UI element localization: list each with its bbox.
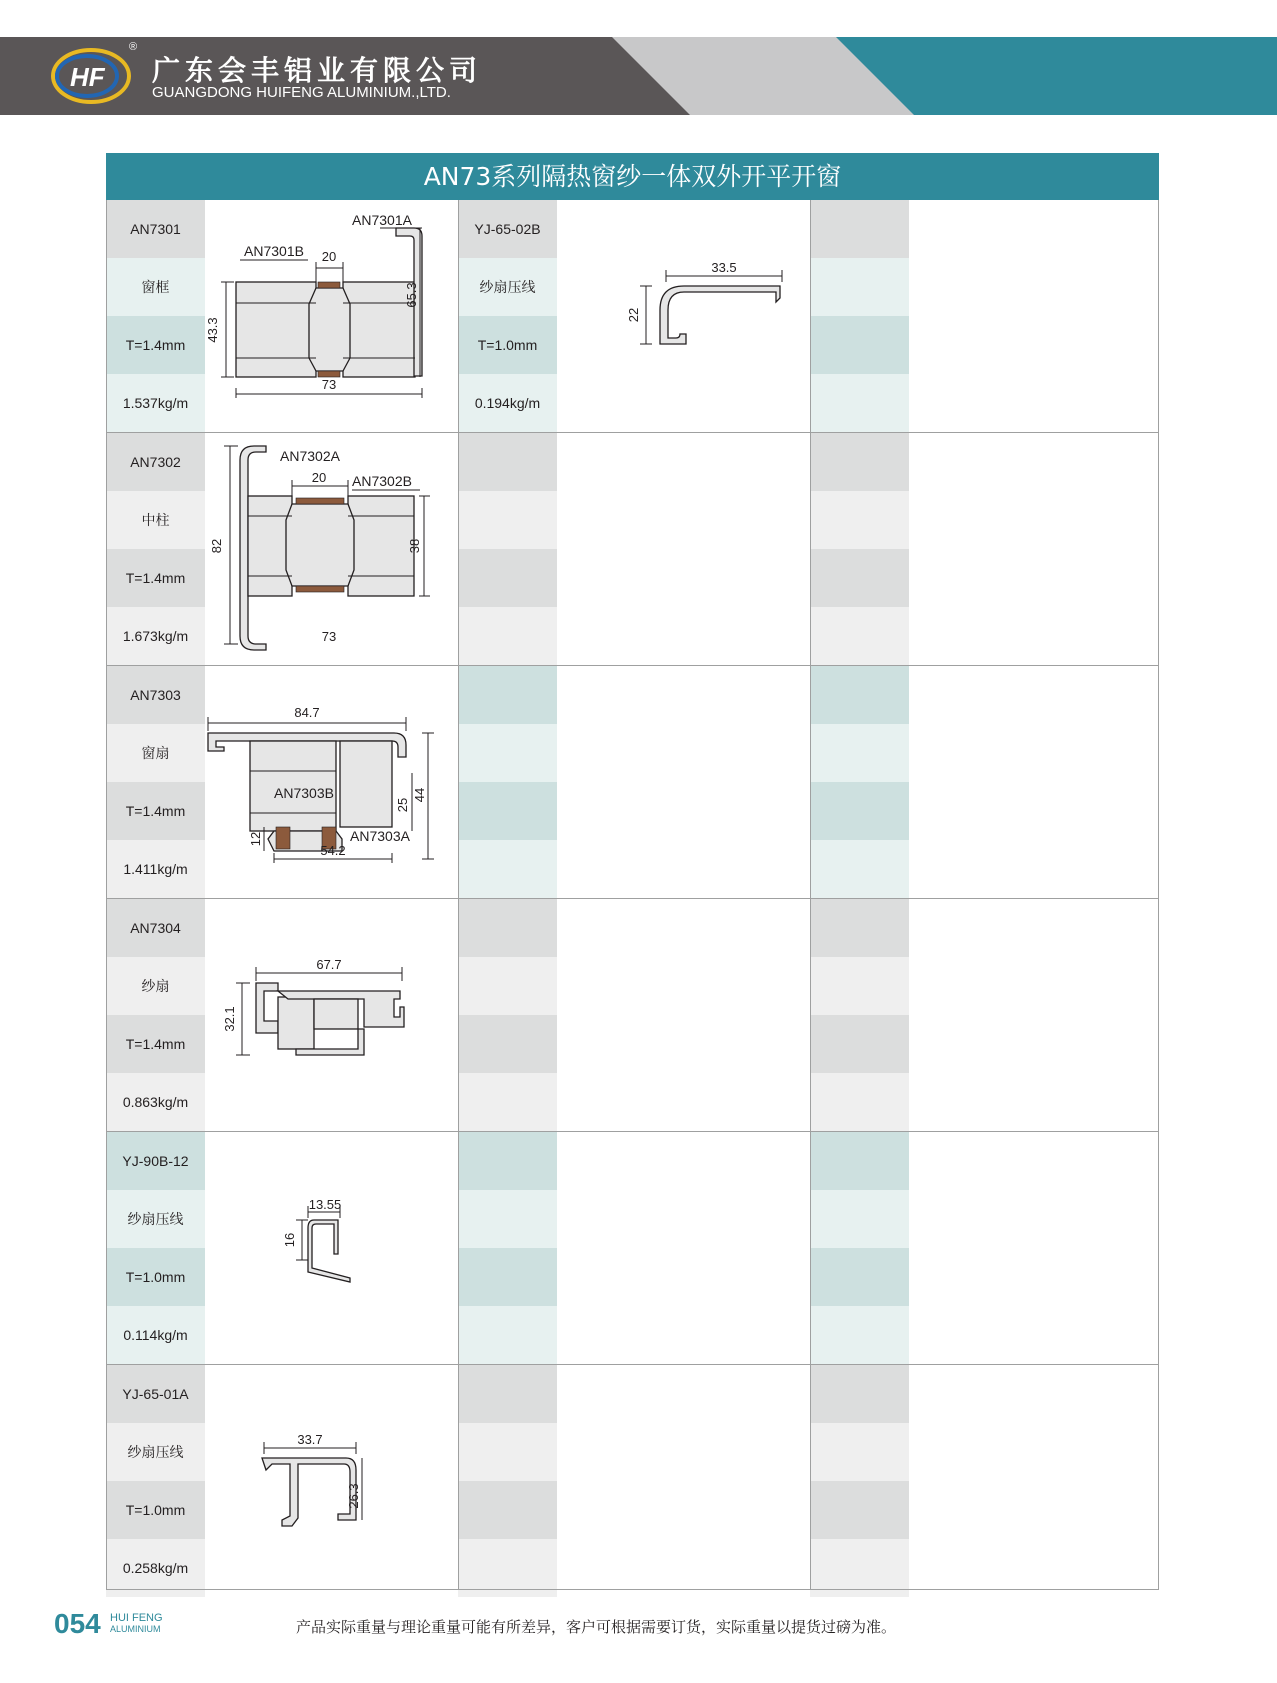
dimension: 13.55	[308, 1197, 342, 1212]
empty-cell	[458, 666, 557, 724]
empty-cell	[810, 1132, 909, 1190]
dimension: 54.2	[320, 843, 346, 858]
empty-cell	[810, 957, 909, 1015]
product-weight: 0.258kg/m	[106, 1539, 205, 1597]
empty-cell	[458, 607, 557, 665]
profile-drawing-YJ-90B-12	[278, 1198, 398, 1308]
empty-cell	[810, 666, 909, 724]
svg-text:HF: HF	[70, 62, 105, 92]
empty-cell	[810, 840, 909, 898]
empty-cell	[810, 899, 909, 957]
product-code: AN7302	[106, 433, 205, 491]
product-thickness: T=1.4mm	[106, 316, 205, 374]
dimension: 26.3	[346, 1483, 361, 1509]
empty-cell	[458, 1248, 557, 1306]
product-code: YJ-90B-12	[106, 1132, 205, 1190]
empty-cell	[810, 1190, 909, 1248]
dimension: 20	[321, 249, 337, 264]
product-weight: 1.673kg/m	[106, 607, 205, 665]
product-name: 中柱	[106, 491, 205, 549]
profile-label: AN7303A	[350, 828, 410, 844]
empty-cell	[810, 724, 909, 782]
empty-cell	[810, 782, 909, 840]
dimension: 73	[321, 629, 337, 644]
profile-drawing-AN7303	[204, 673, 448, 863]
product-thickness: T=1.0mm	[458, 316, 557, 374]
empty-cell	[458, 433, 557, 491]
empty-cell	[458, 724, 557, 782]
profile-label: AN7302B	[352, 473, 412, 489]
empty-cell	[810, 1248, 909, 1306]
empty-cell	[458, 1481, 557, 1539]
profile-drawing-AN7302	[209, 440, 448, 655]
dimension: 84.7	[294, 705, 320, 720]
product-weight: 1.411kg/m	[106, 840, 205, 898]
product-name: 窗扇	[106, 724, 205, 782]
empty-cell	[810, 258, 909, 316]
product-weight: 0.114kg/m	[106, 1306, 205, 1364]
product-thickness: T=1.4mm	[106, 549, 205, 607]
dimension: 44	[412, 787, 427, 803]
profile-label: AN7301B	[244, 243, 304, 259]
empty-cell	[810, 374, 909, 432]
dimension: 20	[311, 470, 327, 485]
empty-cell	[810, 1073, 909, 1131]
dimension: 33.7	[297, 1432, 323, 1447]
dimension: 38	[407, 538, 422, 554]
empty-cell	[810, 491, 909, 549]
product-weight: 0.194kg/m	[458, 374, 557, 432]
empty-cell	[458, 899, 557, 957]
product-table	[106, 200, 1159, 1590]
empty-cell	[458, 491, 557, 549]
empty-cell	[810, 1481, 909, 1539]
dimension: 32.1	[222, 1006, 237, 1032]
product-name: 纱扇压线	[106, 1423, 205, 1481]
dimension: 73	[321, 377, 337, 392]
header-band	[0, 37, 1277, 115]
profile-drawing-AN7301	[205, 208, 448, 413]
product-name: 窗框	[106, 258, 205, 316]
product-name: 纱扇	[106, 957, 205, 1015]
product-code: AN7301	[106, 200, 205, 258]
empty-cell	[458, 1132, 557, 1190]
product-thickness: T=1.0mm	[106, 1248, 205, 1306]
company-logo	[44, 41, 138, 111]
dimension: 12	[248, 831, 263, 847]
registered-mark: ®	[129, 41, 138, 53]
footer-brand: HUI FENG	[110, 1612, 163, 1624]
empty-cell	[458, 1365, 557, 1423]
product-thickness: T=1.4mm	[106, 1015, 205, 1073]
dimension: 82	[209, 538, 224, 554]
empty-cell	[458, 549, 557, 607]
product-code: AN7303	[106, 666, 205, 724]
product-name: 纱扇压线	[106, 1190, 205, 1248]
empty-cell	[458, 1190, 557, 1248]
empty-cell	[810, 433, 909, 491]
empty-cell	[810, 1365, 909, 1423]
empty-cell	[810, 1306, 909, 1364]
product-weight: 0.863kg/m	[106, 1073, 205, 1131]
page-number: 054	[54, 1608, 101, 1639]
dimension: 65.3	[404, 282, 419, 308]
product-weight: 1.537kg/m	[106, 374, 205, 432]
dimension: 16	[282, 1232, 297, 1248]
dimension: 43.3	[205, 317, 220, 343]
dimension: 67.7	[316, 957, 342, 972]
product-code: YJ-65-02B	[458, 200, 557, 258]
empty-cell	[810, 1015, 909, 1073]
empty-cell	[810, 549, 909, 607]
profile-label: AN7302A	[280, 448, 340, 464]
product-thickness: T=1.0mm	[106, 1481, 205, 1539]
empty-cell	[810, 607, 909, 665]
product-name: 纱扇压线	[458, 258, 557, 316]
footer-note: 产品实际重量与理论重量可能有所差异，客户可根据需要订货，实际重量以提货过磅为准。	[296, 1618, 897, 1636]
empty-cell	[458, 782, 557, 840]
profile-label: AN7303B	[274, 785, 334, 801]
empty-cell	[810, 200, 909, 258]
empty-cell	[458, 1423, 557, 1481]
profile-label: AN7301A	[352, 212, 412, 228]
product-code: YJ-65-01A	[106, 1365, 205, 1423]
page-title: AN73系列隔热窗纱一体双外开平开窗	[106, 153, 1159, 200]
empty-cell	[810, 1423, 909, 1481]
dimension: 25	[395, 797, 410, 813]
empty-cell	[458, 957, 557, 1015]
empty-cell	[458, 1015, 557, 1073]
profile-drawing-YJ-65-02B	[622, 256, 802, 356]
empty-cell	[458, 840, 557, 898]
empty-cell	[458, 1306, 557, 1364]
dimension: 22	[626, 307, 641, 323]
product-code: AN7304	[106, 899, 205, 957]
footer-brand-sub: ALUMINIUM	[110, 1624, 161, 1634]
empty-cell	[458, 1073, 557, 1131]
company-name-cn: 广东会丰铝业有限公司	[152, 54, 483, 87]
company-name-en: GUANGDONG HUIFENG ALUMINIUM.,LTD.	[152, 84, 451, 101]
dimension: 33.5	[711, 260, 737, 275]
profile-drawing-AN7304	[222, 957, 448, 1097]
product-thickness: T=1.4mm	[106, 782, 205, 840]
empty-cell	[810, 316, 909, 374]
profile-drawing-YJ-65-01A	[252, 1428, 412, 1538]
